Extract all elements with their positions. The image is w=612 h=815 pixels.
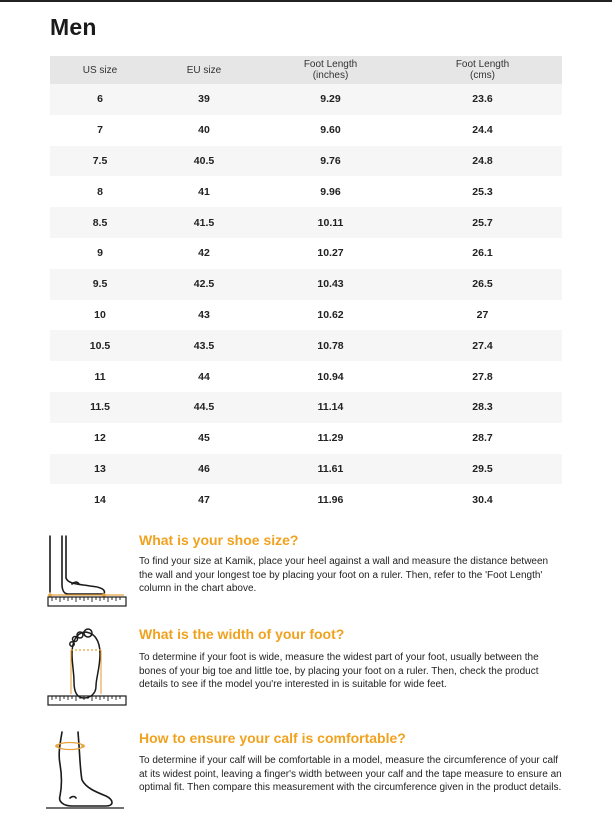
cell-us-size: 11.5 — [50, 392, 150, 423]
table-row — [50, 115, 562, 146]
guide-text: To find your size at Kamik, place your heel against a wall and measure the distance between the wall and your longest toe by placing your foot on a ruler. Then, refer to the 'Foot Length' column in the chart above. — [139, 556, 549, 595]
cell-foot-length-inches: 11.14 — [258, 392, 403, 423]
top-divider — [0, 0, 612, 2]
cell-us-size: 13 — [50, 454, 150, 485]
cell-eu-size: 40 — [150, 115, 258, 146]
header-foot-length-cms: Foot Length (cms) — [403, 56, 562, 84]
calf-measure-icon — [44, 730, 128, 810]
cell-foot-length-inches: 10.43 — [258, 269, 403, 300]
foot-length-ruler-icon — [44, 534, 128, 612]
cell-foot-length-cms: 24.8 — [403, 146, 562, 177]
cell-eu-size: 40.5 — [150, 146, 258, 177]
cell-foot-length-cms: 28.3 — [403, 392, 562, 423]
table-row — [50, 269, 562, 300]
cell-foot-length-inches: 9.60 — [258, 115, 403, 146]
cell-foot-length-inches: 10.11 — [258, 207, 403, 238]
cell-eu-size: 41 — [150, 176, 258, 207]
guide-text: To determine if your calf will be comfortable in a model, measure the circumference of your calf at its widest point, leaving a finger's width between your calf and the tape measure to ensure an optimal fit. Then compare this measurement with the circumference given in the product details. — [139, 755, 562, 794]
cell-eu-size: 43 — [150, 300, 258, 331]
cell-foot-length-cms: 26.1 — [403, 238, 562, 269]
cell-foot-length-cms: 29.5 — [403, 454, 562, 485]
cell-foot-length-inches: 10.27 — [258, 238, 403, 269]
table-row — [50, 484, 562, 515]
cell-foot-length-cms: 26.5 — [403, 269, 562, 300]
cell-eu-size: 45 — [150, 423, 258, 454]
table-row — [50, 176, 562, 207]
table-row — [50, 238, 562, 269]
cell-us-size: 9 — [50, 238, 150, 269]
table-row — [50, 207, 562, 238]
table-row — [50, 84, 562, 115]
cell-foot-length-cms: 27 — [403, 300, 562, 331]
cell-us-size: 8.5 — [50, 207, 150, 238]
foot-width-ruler-icon — [44, 624, 128, 708]
cell-foot-length-cms: 28.7 — [403, 423, 562, 454]
cell-foot-length-cms: 25.7 — [403, 207, 562, 238]
cell-eu-size: 46 — [150, 454, 258, 485]
table-row — [50, 454, 562, 485]
cell-foot-length-inches: 10.94 — [258, 361, 403, 392]
cell-foot-length-cms: 27.8 — [403, 361, 562, 392]
cell-foot-length-inches: 10.62 — [258, 300, 403, 331]
cell-eu-size: 41.5 — [150, 207, 258, 238]
cell-foot-length-inches: 9.76 — [258, 146, 403, 177]
table-row — [50, 330, 562, 361]
cell-foot-length-cms: 25.3 — [403, 176, 562, 207]
cell-us-size: 8 — [50, 176, 150, 207]
cell-foot-length-inches: 10.78 — [258, 330, 403, 361]
table-row — [50, 300, 562, 331]
table-row — [50, 392, 562, 423]
page-title: Men — [50, 14, 97, 40]
cell-foot-length-inches: 9.96 — [258, 176, 403, 207]
cell-foot-length-cms: 23.6 — [403, 84, 562, 115]
header-eu-size: EU size — [150, 56, 258, 84]
guide-heading: What is the width of your foot? — [139, 626, 345, 642]
cell-foot-length-inches: 9.29 — [258, 84, 403, 115]
cell-foot-length-inches: 11.96 — [258, 484, 403, 515]
cell-eu-size: 42 — [150, 238, 258, 269]
header-us-size: US size — [50, 56, 150, 84]
table-header-row — [50, 56, 562, 84]
cell-us-size: 7 — [50, 115, 150, 146]
guide-heading: What is your shoe size? — [139, 532, 299, 548]
cell-eu-size: 47 — [150, 484, 258, 515]
cell-eu-size: 44.5 — [150, 392, 258, 423]
cell-eu-size: 44 — [150, 361, 258, 392]
cell-foot-length-inches: 11.61 — [258, 454, 403, 485]
cell-us-size: 11 — [50, 361, 150, 392]
cell-eu-size: 43.5 — [150, 330, 258, 361]
cell-us-size: 6 — [50, 84, 150, 115]
cell-foot-length-cms: 27.4 — [403, 330, 562, 361]
cell-foot-length-cms: 30.4 — [403, 484, 562, 515]
cell-us-size: 10.5 — [50, 330, 150, 361]
header-foot-length-inches: Foot Length (inches) — [258, 56, 403, 84]
table-row — [50, 423, 562, 454]
guide-heading: How to ensure your calf is comfortable? — [139, 730, 406, 746]
size-chart-table — [50, 56, 562, 515]
cell-us-size: 9.5 — [50, 269, 150, 300]
cell-foot-length-inches: 11.29 — [258, 423, 403, 454]
cell-us-size: 7.5 — [50, 146, 150, 177]
guide-text: To determine if your foot is wide, measure the widest part of your foot, usually between the bones of your big toe and little toe, by placing your foot on a ruler. Then, check the product details to see if the model you're interested in is suitable for wide feet. — [139, 652, 539, 691]
cell-us-size: 14 — [50, 484, 150, 515]
cell-us-size: 10 — [50, 300, 150, 331]
cell-eu-size: 42.5 — [150, 269, 258, 300]
cell-us-size: 12 — [50, 423, 150, 454]
table-row — [50, 361, 562, 392]
cell-eu-size: 39 — [150, 84, 258, 115]
table-row — [50, 146, 562, 177]
cell-foot-length-cms: 24.4 — [403, 115, 562, 146]
